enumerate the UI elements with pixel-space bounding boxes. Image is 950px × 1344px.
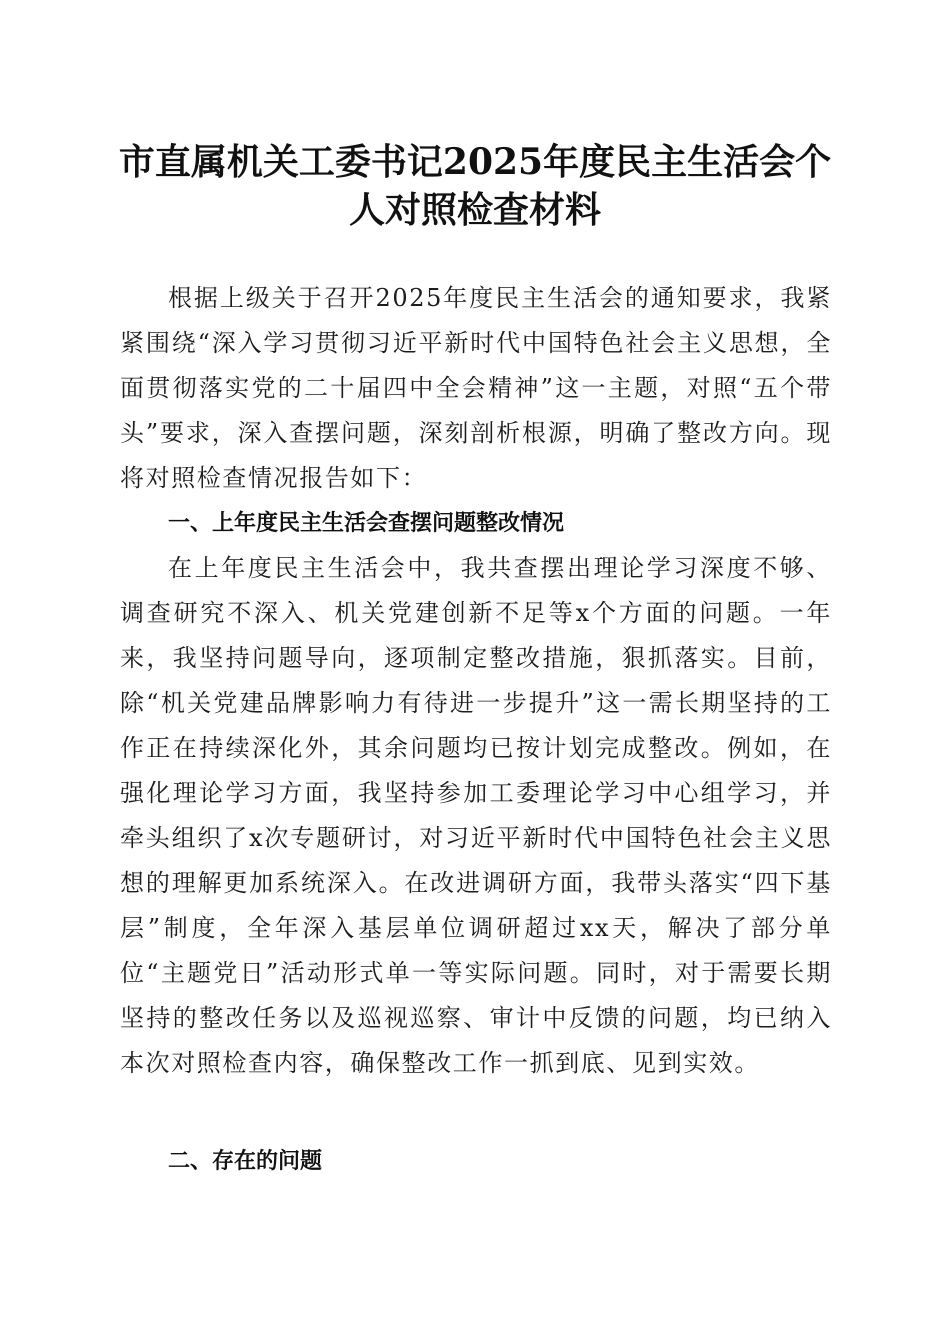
document-title [118, 138, 832, 234]
title-line-1: 市直属机关工委书记2025年度民主生活会个 [118, 141, 832, 183]
section-1-paragraph: 在上年度民主生活会中，我共查摆出理论学习深度不够、调查研究不深入、机关党建创新不足等x个方面的问题。一年来，我坚持问题导向，逐项制定整改措施，狠抓落实。目前，除“机关党建品牌影响力有待进一步提升”这一需长期坚持的工作正在持续深化外，其余问题均已按计划完成整改。例如，在强化理论学习方面，我坚持参加工委理论学习中心组学习，并牵头组织了x次专题研讨，对习近平新时代中国特色社会主义思想的理解更加系统深入。在改进调研方面，我带头落实“四下基层”制度，全年深入基层单位调研超过xx天，解决了部分单位“主题党日”活动形式单一等实际问题。同时，对于需要长期坚持的整改任务以及巡视巡察、审计中反馈的问题，均已纳入本次对照检查内容，确保整改工作一抓到底、见到实效。 [120, 554, 832, 1077]
title-line-2: 人对照检查材料 [348, 189, 601, 231]
section-heading-2: 二、存在的问题 [168, 1149, 323, 1174]
document-body [120, 276, 832, 1184]
section-heading-1: 一、上年度民主生活会查摆问题整改情况 [168, 511, 565, 536]
intro-paragraph: 根据上级关于召开2025年度民主生活会的通知要求，我紧紧围绕“深入学习贯彻习近平新时代中国特色社会主义思想，全面贯彻落实党的二十届四中全会精神”这一主题，对照“五个带头”要求，深入查摆问题，深刻剖析根源，明确了整改方向。现将对照检查情况报告如下： [120, 284, 832, 492]
